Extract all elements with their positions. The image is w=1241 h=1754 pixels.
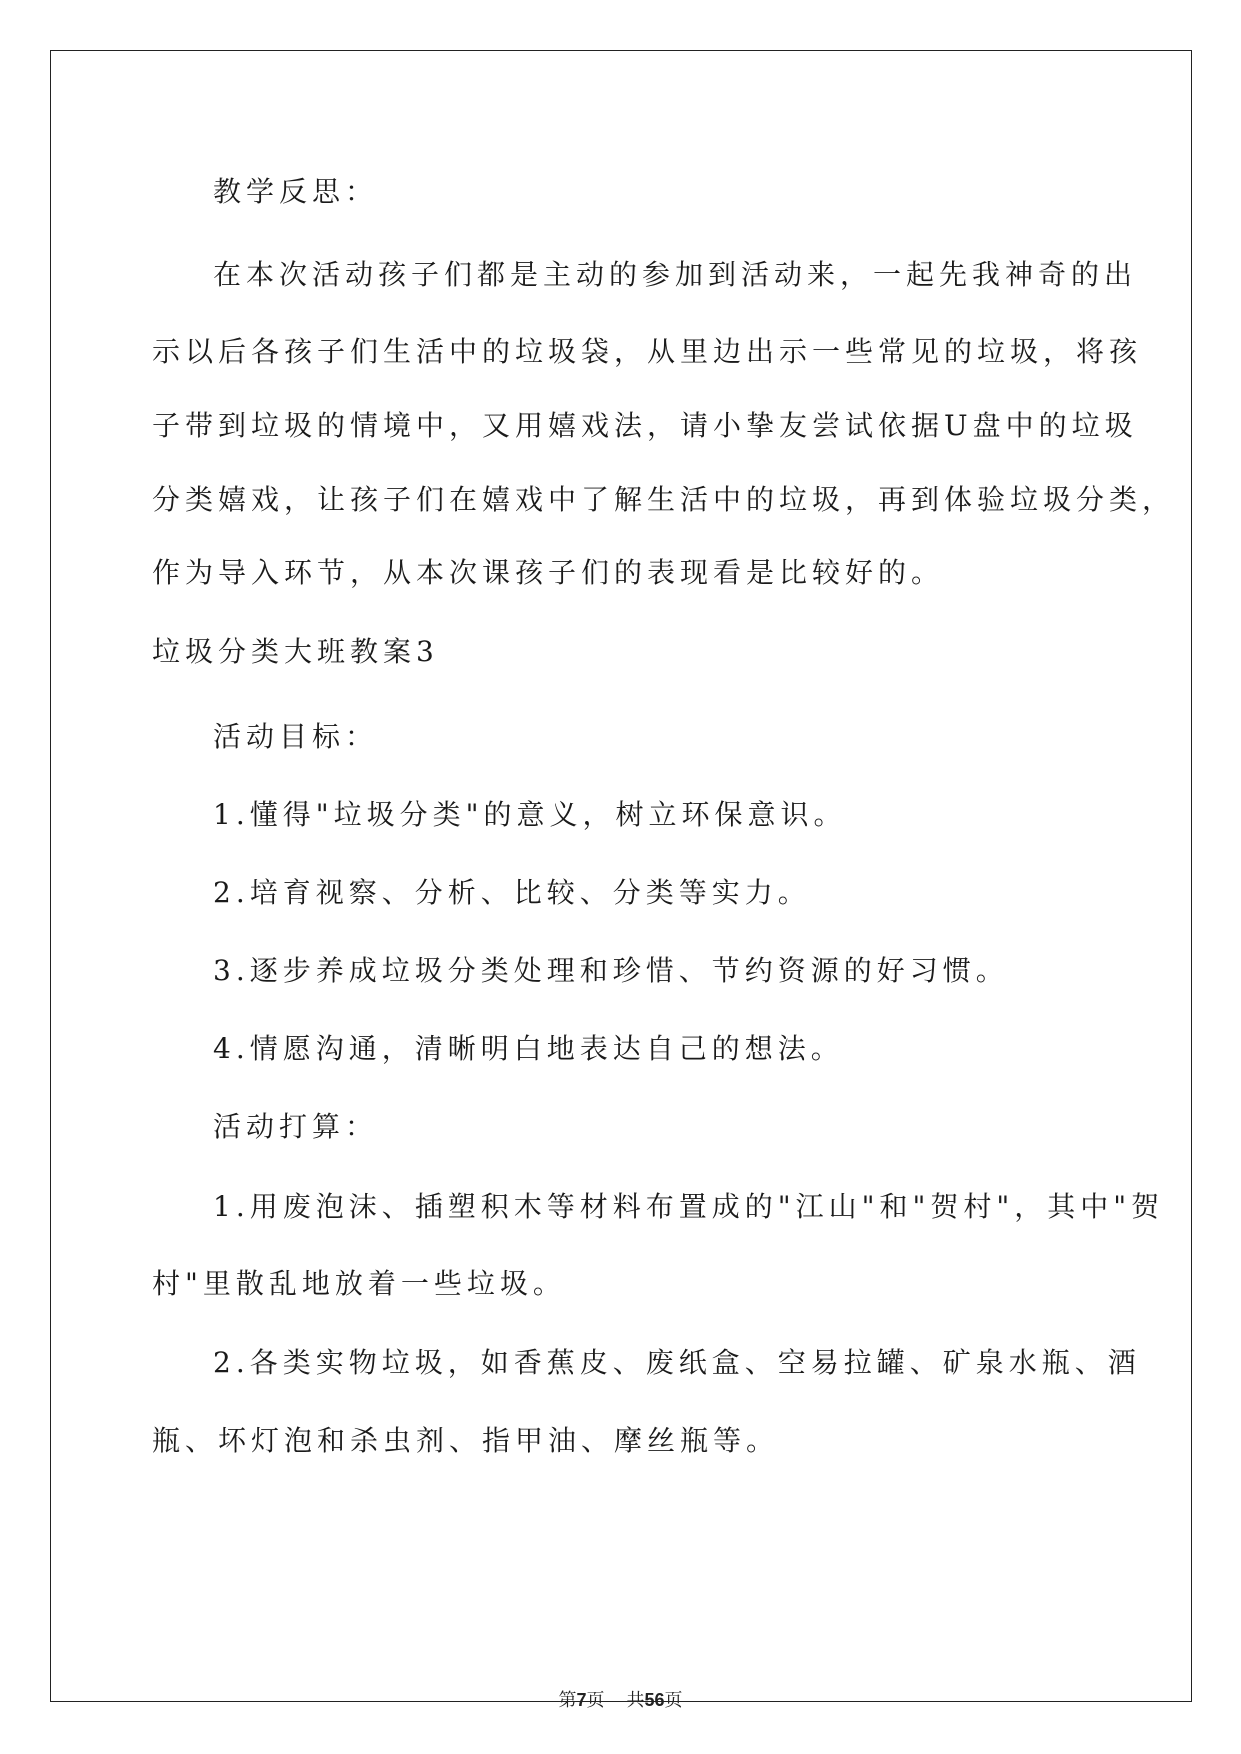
footer-page-prefix: 第 — [558, 1690, 577, 1711]
list-item-continuation: 瓶、坏灯泡和杀虫剂、指甲油、摩丝瓶等。 — [152, 1424, 780, 1457]
paragraph-line: 活动打算： — [213, 1110, 379, 1143]
list-item: 1.懂得"垃圾分类"的意义，树立环保意识。 — [213, 798, 847, 831]
list-item: 2.各类实物垃圾，如香蕉皮、废纸盒、空易拉罐、矿泉水瓶、酒 — [213, 1346, 1141, 1379]
footer-page-number: 7 — [576, 1690, 587, 1710]
paragraph-line: 示以后各孩子们生活中的垃圾袋，从里边出示一些常见的垃圾，将孩 — [152, 335, 1143, 368]
paragraph-line: 子带到垃圾的情境中，又用嬉戏法，请小挚友尝试依据U盘中的垃圾 — [152, 409, 1138, 442]
paragraph-line: 分类嬉戏，让孩子们在嬉戏中了解生活中的垃圾，再到体验垃圾分类， — [152, 483, 1176, 516]
page-footer — [0, 1686, 1241, 1712]
paragraph-line: 活动目标： — [213, 720, 379, 753]
list-item: 2.培育视察、分析、比较、分类等实力。 — [213, 876, 811, 909]
paragraph-line: 在本次活动孩子们都是主动的参加到活动来，一起先我神奇的出 — [213, 258, 1138, 291]
list-item: 3.逐步养成垃圾分类处理和珍惜、节约资源的好习惯。 — [213, 954, 1009, 987]
footer-total-suffix: 页 — [664, 1690, 683, 1711]
footer-total-prefix: 共 — [626, 1690, 645, 1711]
section-heading: 垃圾分类大班教案3 — [152, 635, 439, 668]
list-item: 1.用废泡沫、插塑积木等材料布置成的"江山"和"贺村"，其中"贺 — [213, 1190, 1165, 1223]
footer-page-suffix: 页 — [586, 1690, 605, 1711]
paragraph-line: 作为导入环节，从本次课孩子们的表现看是比较好的。 — [152, 556, 945, 589]
list-item-continuation: 村"里散乱地放着一些垃圾。 — [152, 1267, 566, 1300]
paragraph-line: 教学反思： — [213, 175, 379, 208]
footer-total-pages: 56 — [644, 1690, 665, 1710]
list-item: 4.情愿沟通，清晰明白地表达自己的想法。 — [213, 1032, 844, 1065]
